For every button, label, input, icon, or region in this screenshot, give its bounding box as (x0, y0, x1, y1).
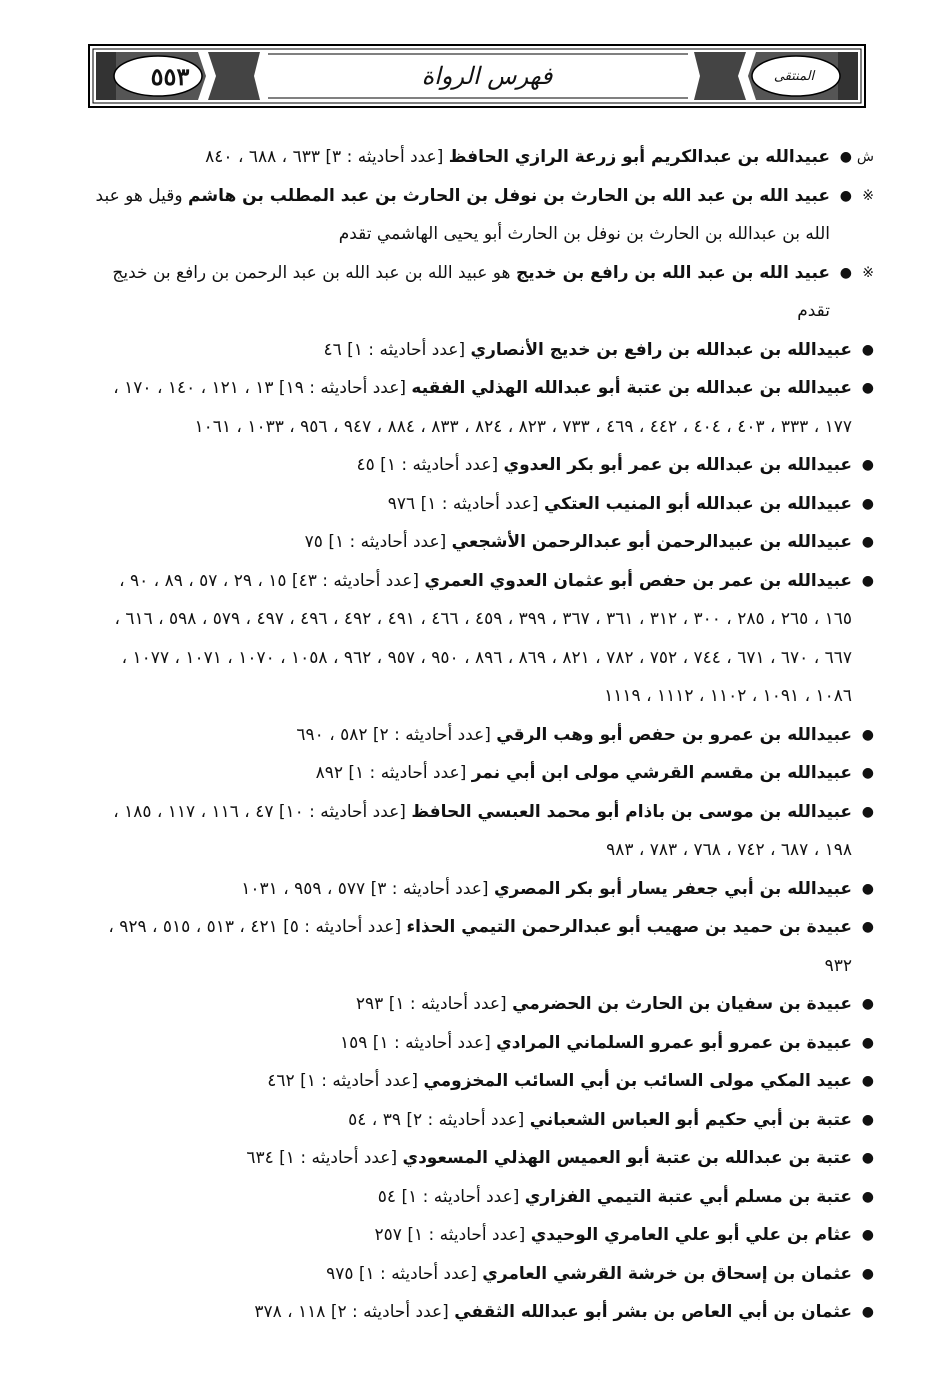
hadith-numbers: ٣٩ ، ٥٤ (348, 1109, 401, 1130)
hadith-count: [عدد أحاديثه : ١] (407, 1225, 526, 1245)
hadith-count: [عدد أحاديثه : ١] (420, 493, 539, 514)
hadith-count: وقيل هو عبد الله بن عبدالله بن الحارث بن نوفل بن الحارث أبو يحيى الهاشمي تقدم (95, 185, 830, 244)
index-entry (92, 754, 874, 793)
hadith-numbers: ٤٧ ، ١١٦ ، ١١٧ ، ١٨٥ ، ١٩٨ ، ٦٨٧ ، ٧٤٢ ، ٧٦٨ ، ٧٨٣ ، ٩٨٣ (113, 801, 852, 860)
hadith-count: [عدد أحاديثه : ١] (358, 1263, 477, 1284)
index-entry (92, 446, 874, 485)
bullet-icon: ● (861, 1188, 874, 1205)
bullet-icon: ● (861, 572, 874, 589)
narrator-name: عثمان بن إسحاق بن خرشة القرشي العامري (482, 1263, 852, 1284)
bullet-icon: ● (861, 726, 874, 743)
bullet-icon: ● (861, 341, 874, 358)
bullet-icon: ● (839, 149, 852, 165)
narrator-name: عبيد الله بن عبد الله بن رافع بن خديج (515, 262, 830, 283)
bullet-icon: ● (861, 1034, 874, 1051)
hadith-numbers: ٥٨٢ ، ٦٩٠ (296, 724, 368, 745)
bullet-icon: ● (861, 996, 874, 1012)
narrator-name: عبيدالله بن عبدالله أبو المنيب العتكي (543, 493, 852, 514)
hadith-count: [عدد أحاديثه : ١] (388, 994, 507, 1014)
hadith-numbers: ٤٦٢ (267, 1071, 295, 1091)
hadith-count: [عدد أحاديثه : ٣] (370, 878, 489, 899)
narrator-name: عبيد المكي مولى السائب بن أبي السائب المخزومي (423, 1071, 852, 1091)
bullet-icon: ● (861, 919, 874, 935)
index-entry (92, 562, 874, 716)
index-entry (92, 369, 874, 446)
hadith-numbers: ٥٤ (377, 1186, 397, 1207)
running-title: فهرس الرواة (421, 62, 553, 90)
narrator-name: عبيدة بن عمرو أبو عمرو السلماني المرادي (496, 1032, 852, 1053)
narrator-name: عبيدالله بن عبيدالرحمن أبو عبدالرحمن الأشجعي (451, 532, 852, 552)
hadith-numbers: ٧٥ (304, 532, 323, 552)
narrator-name: عتبة بن عبدالله بن عتبة أبو العميس الهذلي المسعودي (402, 1148, 852, 1168)
index-entry (92, 1216, 874, 1255)
index-entry (92, 177, 874, 254)
bullet-icon: ● (861, 765, 874, 781)
narrator-index-list (92, 138, 874, 1332)
bullet-icon: ● (861, 1111, 874, 1128)
hadith-count: هو عبيد الله بن عبد الله بن عبد الرحمن بن رافع بن خديج تقدم (112, 262, 830, 321)
hadith-count: [عدد أحاديثه : ١] (347, 339, 466, 360)
index-entry (92, 1062, 874, 1101)
index-entry (92, 1101, 874, 1140)
logo-emblem: المنتقى (773, 68, 815, 84)
hadith-count: [عدد أحاديثه : ١] (348, 763, 467, 783)
bullet-icon: ● (861, 1073, 874, 1089)
hadith-count: [عدد أحاديثه : ١] (300, 1071, 419, 1091)
hadith-count: [عدد أحاديثه : ١] (328, 532, 447, 552)
narrator-name: عبيدة بن حميد بن صهيب أبو عبدالرحمن التيمي الحذاء (406, 917, 852, 937)
hadith-count: [عدد أحاديثه : ٥] (283, 917, 402, 937)
narrator-name: عبيدالله بن عبدالله بن عمر أبو بكر العدوي (503, 455, 852, 475)
index-entry (92, 985, 874, 1024)
narrator-name: عبيدالله بن مقسم القرشي مولى ابن أبي نمر (471, 763, 852, 783)
hadith-count: [عدد أحاديثه : ١] (372, 1032, 491, 1053)
hadith-count: [عدد أحاديثه : ٢] (330, 1302, 449, 1322)
hadith-count: [عدد أحاديثه : ٢] (372, 724, 491, 745)
hadith-numbers: ٥٧٧ ، ٩٥٩ ، ١٠٣١ (241, 878, 366, 899)
index-entry (92, 138, 874, 177)
hadith-numbers: ٤٢١ ، ٥١٣ ، ٥١٥ ، ٩٢٩ ، ٩٣٢ (108, 917, 852, 976)
hadith-count: [عدد أحاديثه : ٢] (406, 1109, 525, 1130)
index-entry (92, 331, 874, 370)
index-entry (92, 1255, 874, 1294)
index-entry (92, 523, 874, 562)
hadith-count: [عدد أحاديثه : ١] (401, 1186, 520, 1207)
hadith-numbers: ٤٥ (356, 455, 375, 475)
bullet-icon: ● (839, 264, 852, 281)
narrator-name: عتبة بن أبي حكيم أبو العباس الشعباني (529, 1109, 852, 1130)
index-entry (92, 1139, 874, 1178)
hadith-count: [عدد أحاديثه : ١] (380, 455, 499, 475)
hadith-numbers: ٦٣٤ (246, 1148, 274, 1168)
narrator-name: عبيد الله بن عبد الله بن الحارث بن نوفل بن الحارث بن عبد المطلب بن هاشم (188, 185, 830, 206)
index-entry (92, 1293, 874, 1332)
bullet-icon: ● (861, 457, 874, 473)
hadith-count: [عدد أحاديثه : ٣] (325, 147, 444, 167)
bullet-icon: ● (861, 1265, 874, 1282)
narrator-name: عبيدة بن سفيان بن الحارث بن الحضرمي (512, 994, 852, 1014)
page-number: ٥٥٣ (150, 61, 190, 91)
index-entry (92, 485, 874, 524)
hadith-numbers: ١٣ ، ١٢١ ، ١٤٠ ، ١٧٠ ، ١٧٧ ، ٣٣٣ ، ٤٠٣ ، ٤٠٤ ، ٤٤٢ ، ٤٦٩ ، ٧٣٣ ، ٨٢٣ ، ٨٢٤ ، ٨٣٣ ، ٨٨٤ ، ٩٤٧ ، ٩٥٦ ، ١٠٣٣ ، ١٠٦١ (113, 378, 852, 437)
hadith-numbers: ٦٣٣ ، ٦٨٨ ، ٨٤٠ (205, 147, 320, 167)
narrator-name: عبيدالله بن عمرو بن حفص أبو وهب الرقي (496, 724, 852, 745)
hadith-numbers: ١٥ ، ٢٩ ، ٥٧ ، ٨٩ ، ٩٠ ، ١٦٥ ، ٢٦٥ ، ٢٨٥ ، ٣٠٠ ، ٣١٢ ، ٣٦١ ، ٣٦٧ ، ٣٩٩ ، ٤٥٩ ، ٤٦٦ ، ٤٩١ ، ٤٩٢ ، ٤٩٦ ، ٤٩٧ ، ٥٧٩ ، ٥٩٨ ، ٦١٦ ، ٦٦٧ ، ٦٧٠ ، ٦٧١ ، ٧٤٤ ، ٧٥٢ ، ٧٨٢ ، ٨٢١ ، ٨٦٩ ، ٨٩٦ ، ٩٥٠ ، ٩٥٧ ، ٩٦٢ ، ١٠٥٨ ، ١٠٧٠ ، ١٠٧١ ، ١٠٧٧ ، ١٠٨٦ ، ١٠٩١ ، ١١٠٢ ، ١١١٢ ، ١١١٩ (114, 570, 852, 706)
bullet-icon: ● (861, 880, 874, 897)
hadith-numbers: ٢٩٣ (355, 994, 384, 1014)
hadith-numbers: ٨٩٢ (315, 763, 343, 783)
hadith-count: [عدد أحاديثه : ١٩] (278, 378, 406, 398)
narrator-name: عتبة بن مسلم أبي عتبة التيمي الفزاري (524, 1186, 852, 1207)
hadith-numbers: ١٥٩ (339, 1032, 368, 1053)
hadith-numbers: ١١٨ ، ٣٧٨ (254, 1302, 326, 1322)
hadith-numbers: ٢٥٧ (374, 1225, 402, 1245)
bullet-icon: ● (861, 1150, 874, 1166)
bullet-icon: ● (861, 803, 874, 820)
hadith-numbers: ٤٦ (323, 339, 342, 360)
bullet-icon: ● (861, 534, 874, 550)
index-entry (92, 1024, 874, 1063)
narrator-name: عثام بن علي أبو علي العامري الوحيدي (530, 1225, 852, 1245)
hadith-count: [عدد أحاديثه : ١] (279, 1148, 398, 1168)
entry-prefix-mark: ※ (862, 187, 874, 204)
bullet-icon: ● (861, 1227, 874, 1243)
entry-prefix-mark: ※ (862, 264, 874, 281)
narrator-name: عبيدالله بن عبدالكريم أبو زرعة الرازي الحافظ (448, 147, 830, 167)
bullet-icon: ● (861, 495, 874, 512)
index-entry (92, 908, 874, 985)
index-entry (92, 793, 874, 870)
narrator-name: عبيدالله بن موسى بن باذام أبو محمد العبسي الحافظ (411, 801, 852, 822)
narrator-name: عبيدالله بن أبي جعفر يسار أبو بكر المصري (493, 878, 852, 899)
index-entry (92, 716, 874, 755)
hadith-count: [عدد أحاديثه : ١٠] (278, 801, 406, 822)
narrator-name: عثمان بن أبي العاص بن بشر أبو عبدالله الثقفي (454, 1302, 852, 1322)
index-entry (92, 870, 874, 909)
index-entry (92, 254, 874, 331)
narrator-name: عبيدالله بن عبدالله بن رافع بن خديج الأنصاري (470, 339, 852, 360)
bullet-icon: ● (839, 187, 852, 204)
bullet-icon: ● (861, 1304, 874, 1320)
narrator-name: عبيدالله بن عمر بن حفص أبو عثمان العدوي العمري (424, 570, 852, 591)
hadith-count: [عدد أحاديثه : ٤٣] (291, 570, 419, 591)
bullet-icon: ● (861, 380, 874, 396)
hadith-numbers: ٩٧٥ (326, 1263, 354, 1284)
narrator-name: عبيدالله بن عبدالله بن عتبة أبو عبدالله الهذلي الفقيه (411, 378, 852, 398)
page-header (88, 44, 866, 108)
entry-prefix-mark: ش (856, 149, 874, 165)
hadith-numbers: ٩٧٦ (387, 493, 416, 514)
index-entry (92, 1178, 874, 1217)
